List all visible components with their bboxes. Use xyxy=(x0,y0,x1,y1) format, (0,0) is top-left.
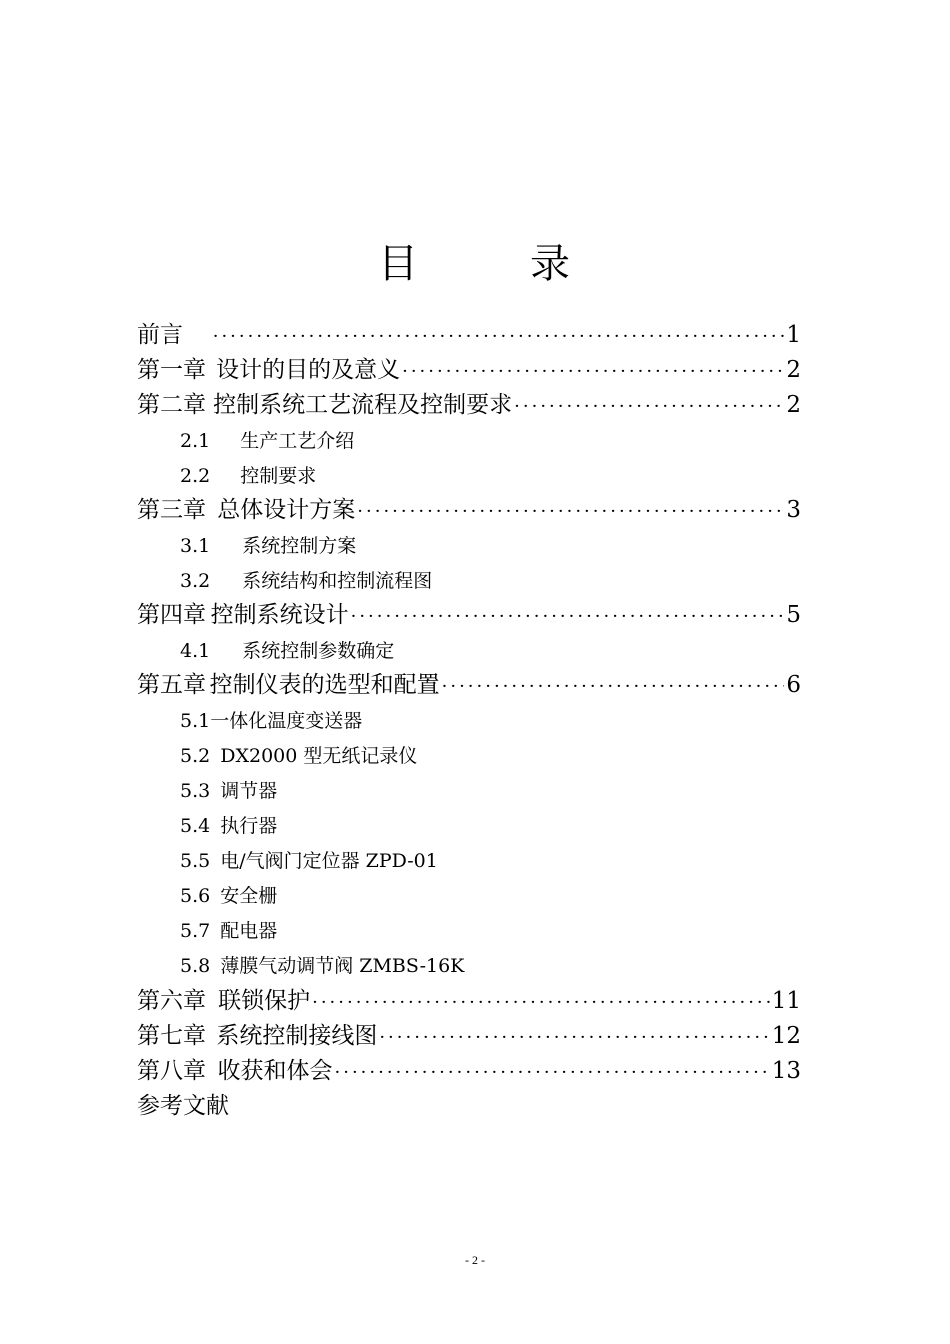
section-number: 3.1 xyxy=(180,535,211,557)
page-number: 2 xyxy=(786,357,801,383)
toc-section-entry xyxy=(180,706,362,732)
chapter-label: 前言 xyxy=(137,322,183,348)
toc-section-entry xyxy=(180,846,438,872)
dot-leader xyxy=(357,501,784,522)
page-number: 11 xyxy=(771,988,801,1014)
toc-chapter-entry xyxy=(137,351,801,381)
chapter-label: 第七章 xyxy=(137,1023,206,1049)
section-title: 系统控制参数确定 xyxy=(242,640,395,662)
chapter-label: 第八章 xyxy=(137,1058,206,1084)
toc-section-entry xyxy=(180,566,432,592)
toc-chapter-entry xyxy=(137,1052,801,1082)
section-title: 一体化温度变送器 xyxy=(210,710,363,732)
toc-section-entry xyxy=(180,811,277,837)
section-number: 5.8 xyxy=(180,955,211,977)
section-title: 薄膜气动调节阀 ZMBS-16K xyxy=(220,955,465,977)
chapter-title: 控制系统设计 xyxy=(210,602,349,628)
section-number: 4.1 xyxy=(180,640,211,662)
page-number: - 2 - xyxy=(465,1253,485,1267)
page-number: 2 xyxy=(786,392,801,418)
page-number: 6 xyxy=(786,672,801,698)
chapter-label: 第二章 xyxy=(137,392,206,418)
dot-leader xyxy=(335,1062,770,1083)
section-title: 生产工艺介绍 xyxy=(240,430,355,452)
toc-section-entry xyxy=(180,916,277,942)
toc-section-entry xyxy=(180,426,354,452)
dot-leader xyxy=(442,676,785,697)
toc-plain-entry xyxy=(137,1087,801,1117)
toc-section-entry xyxy=(180,741,417,767)
section-title: 电/气阀门定位器 ZPD-01 xyxy=(220,850,438,872)
dot-leader xyxy=(379,1027,769,1048)
dot-leader xyxy=(514,396,784,417)
chapter-label: 第五章 xyxy=(137,672,206,698)
entry-label: 参考文献 xyxy=(137,1093,229,1119)
chapter-label: 第六章 xyxy=(137,988,206,1014)
section-title: 系统控制方案 xyxy=(242,535,357,557)
toc-section-entry xyxy=(180,951,464,977)
section-title: 控制要求 xyxy=(240,465,317,487)
section-number: 5.3 xyxy=(180,780,211,802)
section-number: 5.7 xyxy=(180,920,211,942)
section-number: 5.6 xyxy=(180,885,211,907)
dot-leader xyxy=(213,326,785,347)
page-number: 5 xyxy=(786,602,801,628)
section-number: 5.2 xyxy=(180,745,211,767)
title-char-2: 录 xyxy=(530,241,572,287)
section-title: 执行器 xyxy=(220,815,278,837)
section-title: 配电器 xyxy=(220,920,278,942)
section-title: DX2000 型无纸记录仪 xyxy=(220,745,418,767)
toc-section-entry xyxy=(180,461,316,487)
chapter-label: 第一章 xyxy=(137,357,206,383)
chapter-title: 控制仪表的选型和配置 xyxy=(209,672,440,698)
chapter-title: 系统控制接线图 xyxy=(216,1023,378,1049)
toc-section-entry xyxy=(180,881,277,907)
section-title: 调节器 xyxy=(220,780,278,802)
page-number: 13 xyxy=(771,1058,801,1084)
toc-chapter-entry xyxy=(137,1017,801,1047)
page-number: 3 xyxy=(786,497,801,523)
toc-section-entry xyxy=(180,776,277,802)
section-number: 3.2 xyxy=(180,570,211,592)
chapter-title: 控制系统工艺流程及控制要求 xyxy=(213,392,513,418)
section-number: 5.1 xyxy=(180,710,211,732)
dot-leader xyxy=(312,992,770,1013)
page-number: 1 xyxy=(786,322,801,348)
toc-chapter-entry xyxy=(137,666,801,696)
toc-chapter-entry xyxy=(137,316,801,346)
chapter-title: 设计的目的及意义 xyxy=(216,357,401,383)
chapter-title: 联锁保护 xyxy=(218,988,311,1014)
dot-leader xyxy=(402,361,784,382)
chapter-title: 收获和体会 xyxy=(217,1058,333,1084)
toc-chapter-entry xyxy=(137,596,801,626)
section-number: 5.4 xyxy=(180,815,211,837)
toc-chapter-entry xyxy=(137,982,801,1012)
toc-chapter-entry xyxy=(137,491,801,521)
toc-section-entry xyxy=(180,636,394,662)
section-number: 2.1 xyxy=(180,430,211,452)
toc-section-entry xyxy=(180,531,356,557)
toc-chapter-entry xyxy=(137,386,801,416)
section-number: 2.2 xyxy=(180,465,211,487)
page-number: 12 xyxy=(771,1023,801,1049)
chapter-title: 总体设计方案 xyxy=(217,497,356,523)
dot-leader xyxy=(351,606,785,627)
title-char-1: 目 xyxy=(378,241,420,287)
section-title: 安全栅 xyxy=(220,885,278,907)
chapter-label: 第三章 xyxy=(137,497,206,523)
chapter-label: 第四章 xyxy=(137,602,206,628)
section-number: 5.5 xyxy=(180,850,211,872)
section-title: 系统结构和控制流程图 xyxy=(242,570,433,592)
